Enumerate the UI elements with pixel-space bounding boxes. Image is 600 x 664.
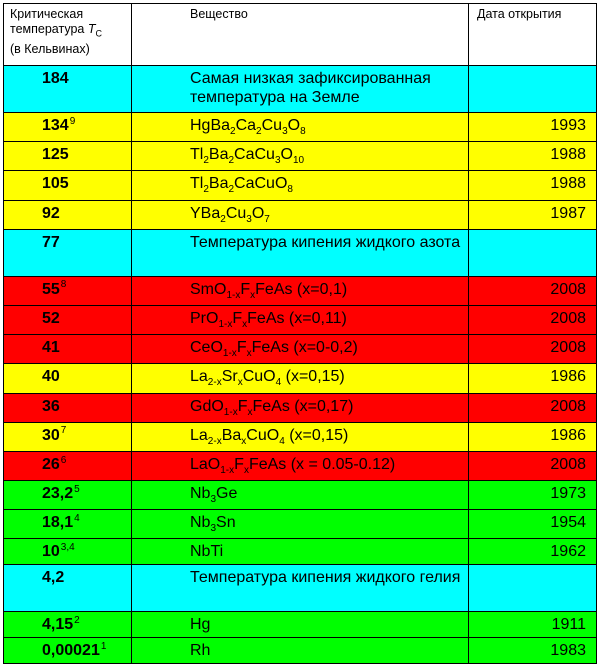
chemical-formula [190, 117, 306, 138]
formula-subscript: 3 [210, 523, 217, 535]
substance-cell [132, 451, 469, 480]
table-row [4, 565, 597, 612]
critical-temperature-value: 77 [42, 233, 60, 251]
critical-temperature-value: 10 [42, 543, 60, 561]
table-row [4, 171, 597, 200]
formula-subscript: 4 [275, 377, 282, 389]
substance-cell [132, 142, 469, 171]
critical-temperature-value: 52 [42, 309, 60, 327]
critical-temperature-cell [4, 66, 132, 113]
critical-temperature-value: 36 [42, 397, 60, 415]
critical-temperature-cell [4, 612, 132, 638]
formula-text: F [232, 309, 243, 327]
formula-subscript: 1-x [218, 319, 233, 331]
formula-subscript: 2 [203, 155, 209, 167]
formula-subscript: x [241, 435, 247, 447]
substance-cell [132, 539, 469, 565]
formula-text: F [236, 339, 247, 357]
formula-subscript: x [247, 406, 253, 418]
discovery-date-cell: 1986 [469, 422, 597, 451]
formula-subscript: 2 [228, 155, 235, 167]
formula-text: Rh [190, 642, 211, 660]
discovery-date-cell: 1988 [469, 171, 597, 200]
substance-cell [132, 171, 469, 200]
formula-subscript: 1-x [220, 465, 235, 477]
substance-description: Температура кипения жидкого азота [190, 233, 461, 251]
formula-text: FeAs (x=0-0,2) [251, 339, 358, 357]
formula-subscript: 1-x [226, 289, 241, 301]
formula-subscript: 8 [287, 184, 293, 196]
formula-text: HgBa [190, 117, 231, 134]
table-row [4, 638, 597, 664]
formula-text: YBa [190, 204, 221, 222]
formula-text: O [287, 117, 301, 134]
formula-text: PrO [190, 309, 219, 327]
critical-temperature-value: 0,00021 [42, 642, 100, 660]
table-row [4, 66, 597, 113]
critical-temperature-value: 134 [42, 117, 69, 134]
formula-text: F [234, 455, 244, 473]
critical-temperature-value: 184 [42, 70, 69, 87]
critical-temperature-value: 40 [42, 368, 60, 386]
substance-cell [132, 481, 469, 510]
formula-subscript: x [246, 348, 252, 360]
formula-subscript: 2 [256, 126, 262, 138]
formula-text: NbTi [190, 543, 224, 561]
table-row [4, 113, 597, 142]
critical-temperature-cell [4, 229, 132, 276]
formula-subscript: 3 [274, 155, 281, 167]
critical-temperature-value: 4,15 [42, 616, 74, 634]
header-tc-line1: Критическая [10, 7, 84, 21]
formula-text: Hg [190, 616, 211, 634]
formula-text: La [190, 368, 208, 386]
formula-text: FeAs (x=0,17) [252, 397, 354, 415]
critical-temperature-cell [4, 451, 132, 480]
formula-subscript: 2 [220, 213, 226, 225]
discovery-date-cell: 1954 [469, 510, 597, 539]
substance-cell [132, 200, 469, 229]
formula-text: Cu [261, 117, 283, 134]
substance-cell [132, 612, 469, 638]
header-tc-line3: (в Кельвинах) [10, 41, 90, 56]
formula-text: CeO [190, 339, 223, 357]
footnote-reference: 8 [60, 279, 67, 291]
footnote-reference: 9 [69, 115, 76, 127]
chemical-formula [190, 175, 293, 196]
chemical-formula [190, 543, 223, 560]
header-discovery-date: Дата открытия [469, 4, 597, 66]
substance-cell [132, 276, 469, 305]
critical-temperature-value: 125 [42, 146, 69, 164]
substance-cell [132, 565, 469, 612]
discovery-date-cell: 1983 [469, 638, 597, 664]
table-row [4, 305, 597, 334]
chemical-formula [190, 339, 358, 360]
formula-text: O [280, 146, 293, 164]
footnote-reference: 2 [74, 615, 80, 627]
table-body [4, 66, 597, 664]
chemical-formula [190, 146, 305, 167]
chemical-formula [190, 280, 348, 301]
critical-temperature-cell [4, 113, 132, 142]
formula-text: F [237, 397, 248, 415]
header-critical-temperature [4, 4, 132, 66]
substance-cell [132, 229, 469, 276]
footnote-reference: 6 [60, 454, 67, 466]
critical-temperature-value: 26 [42, 455, 60, 473]
footnote-reference: 3,4 [60, 542, 75, 554]
formula-subscript: 7 [264, 213, 270, 225]
substance-cell [132, 422, 469, 451]
formula-subscript: 2 [230, 126, 236, 138]
table-row [4, 422, 597, 451]
formula-text: CaCu [234, 146, 275, 164]
critical-temperature-cell [4, 539, 132, 565]
discovery-date-cell: 2008 [469, 305, 597, 334]
header-row [4, 4, 597, 66]
substance-description: Температура кипения жидкого гелия [190, 569, 461, 587]
discovery-date-cell: 1988 [469, 142, 597, 171]
discovery-date-cell: 1973 [469, 481, 597, 510]
formula-text: Ba [208, 175, 229, 193]
formula-text: CaCuO [234, 175, 288, 193]
table-row [4, 539, 597, 565]
substance-cell [132, 510, 469, 539]
discovery-date-cell: 2008 [469, 393, 597, 422]
chemical-formula [190, 514, 236, 535]
formula-text: Nb [190, 485, 211, 503]
formula-subscript: x [237, 377, 243, 389]
chemical-formula [190, 204, 270, 225]
critical-temperature-value: 18,1 [42, 514, 74, 532]
table-row [4, 200, 597, 229]
chemical-formula [190, 368, 345, 389]
formula-subscript: x [242, 319, 248, 331]
formula-text: Tl [190, 175, 204, 193]
chemical-formula [190, 642, 210, 659]
formula-text: Ba [208, 146, 229, 164]
chemical-formula [190, 616, 210, 633]
table-row [4, 229, 597, 276]
substance-cell [132, 305, 469, 334]
chemical-formula [190, 455, 396, 477]
formula-text: Sn [216, 514, 236, 532]
header-tc-line2: температура [10, 22, 85, 36]
discovery-date-cell: 1993 [469, 113, 597, 142]
formula-subscript: 2 [203, 184, 209, 196]
discovery-date-cell: 2008 [469, 335, 597, 364]
formula-subscript: 4 [279, 435, 285, 447]
substance-description: Самая низкая зафиксированная температура на Земле [190, 70, 431, 106]
critical-temperature-value: 4,2 [42, 569, 65, 587]
discovery-date-cell [469, 66, 597, 113]
footnote-reference: 5 [74, 483, 80, 495]
discovery-date-cell: 2008 [469, 276, 597, 305]
critical-temperature-cell [4, 510, 132, 539]
formula-subscript: 8 [300, 126, 306, 138]
formula-text: Nb [190, 514, 211, 532]
critical-temperature-value: 23,2 [42, 485, 74, 503]
formula-subscript: 2-x [207, 435, 222, 447]
critical-temperature-value: 92 [42, 204, 60, 222]
formula-subscript: 10 [292, 155, 305, 167]
formula-text: LaO [190, 455, 221, 473]
formula-text: Ca [235, 117, 257, 134]
critical-temperature-value: 30 [42, 426, 60, 444]
critical-temperature-cell [4, 565, 132, 612]
discovery-date-cell [469, 229, 597, 276]
formula-subscript: 2 [228, 184, 235, 196]
critical-temperature-cell [4, 422, 132, 451]
formula-text: GdO [190, 397, 224, 415]
table-row [4, 364, 597, 393]
critical-temperature-cell [4, 276, 132, 305]
discovery-date-cell: 1962 [469, 539, 597, 565]
critical-temperature-cell [4, 638, 132, 664]
table-row [4, 612, 597, 638]
substance-cell [132, 113, 469, 142]
formula-text: (x=0,15) [284, 426, 349, 444]
chemical-formula [190, 426, 349, 447]
footnote-reference: 4 [74, 512, 80, 524]
formula-text: CuO [246, 426, 280, 444]
formula-subscript: 3 [282, 126, 288, 138]
critical-temperature-cell [4, 364, 132, 393]
critical-temperature-cell [4, 393, 132, 422]
table-row [4, 481, 597, 510]
substance-cell [132, 364, 469, 393]
critical-temperature-cell [4, 305, 132, 334]
substance-cell [132, 393, 469, 422]
critical-temperature-cell [4, 335, 132, 364]
formula-subscript: 2-x [207, 377, 222, 389]
table-row [4, 335, 597, 364]
discovery-date-cell: 1911 [469, 612, 597, 638]
table-row [4, 510, 597, 539]
chemical-formula [190, 309, 347, 331]
formula-subscript: x [250, 289, 256, 301]
formula-subscript: 1-x [222, 348, 237, 360]
table-row [4, 393, 597, 422]
substance-cell [132, 66, 469, 113]
formula-text: Ge [216, 485, 238, 503]
formula-text: La [190, 426, 208, 444]
critical-temperature-value: 41 [42, 339, 60, 357]
formula-subscript: x [243, 465, 249, 477]
critical-temperature-value: 105 [42, 175, 69, 193]
header-substance: Вещество [132, 4, 469, 66]
superconductors-table [3, 3, 597, 664]
formula-text: CuO [242, 368, 276, 386]
formula-text: Ba [221, 426, 242, 444]
discovery-date-cell: 2008 [469, 451, 597, 480]
discovery-date-cell: 1986 [469, 364, 597, 393]
header-tc-symbol: T [87, 22, 96, 36]
discovery-date-cell [469, 565, 597, 612]
chemical-formula [190, 397, 354, 418]
substance-cell [132, 335, 469, 364]
formula-text: SmO [190, 280, 227, 298]
critical-temperature-cell [4, 481, 132, 510]
footnote-reference: 7 [60, 425, 67, 437]
formula-text: FeAs (x = 0.05-0.12) [248, 455, 396, 473]
critical-temperature-cell [4, 142, 132, 171]
formula-text: O [251, 204, 265, 222]
table-row [4, 276, 597, 305]
header-tc-subscript: C [95, 28, 102, 39]
formula-text: FeAs (x=0,11) [247, 309, 347, 327]
formula-subscript: 1-x [223, 406, 238, 418]
formula-subscript: 3 [246, 213, 252, 225]
formula-text: (x=0,15) [281, 368, 345, 386]
formula-text: Tl [190, 146, 204, 164]
formula-text: Sr [221, 368, 238, 386]
formula-text: F [240, 280, 251, 298]
substance-cell [132, 638, 469, 664]
formula-text: Cu [225, 204, 247, 222]
table-row [4, 142, 597, 171]
critical-temperature-cell [4, 200, 132, 229]
footnote-reference: 1 [100, 641, 107, 653]
formula-text: FeAs (x=0,1) [255, 280, 348, 298]
chemical-formula [190, 485, 238, 506]
table-row [4, 451, 597, 480]
critical-temperature-value: 55 [42, 280, 60, 298]
critical-temperature-cell [4, 171, 132, 200]
discovery-date-cell: 1987 [469, 200, 597, 229]
formula-subscript: 3 [210, 494, 217, 506]
